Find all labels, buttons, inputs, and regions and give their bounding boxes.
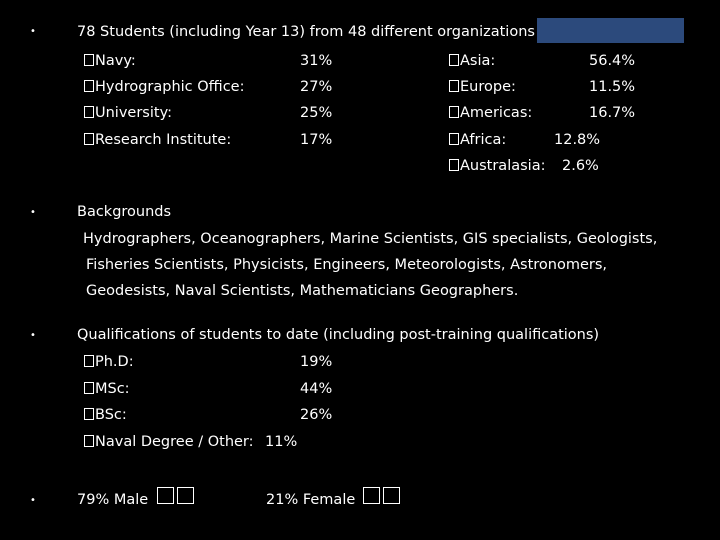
qualification-value: 26% [300, 407, 333, 423]
qualification-label: Naval Degree / Other: [84, 433, 254, 451]
male-symbol-icons [157, 487, 197, 507]
female-icon [363, 487, 380, 504]
region-label: Africa: [449, 131, 506, 149]
checkbox-icon [449, 54, 459, 66]
org-type-value: 17% [300, 132, 333, 148]
checkbox-icon [449, 133, 459, 145]
region-label: Australasia: [449, 157, 545, 175]
male-icon [177, 487, 194, 504]
checkbox-icon [84, 54, 94, 66]
checkbox-icon [84, 408, 94, 420]
checkbox-icon [84, 382, 94, 394]
region-value: 16.7% [589, 105, 636, 121]
students-heading: 78 Students (including Year 13) from 48 different organizations [77, 24, 535, 40]
backgrounds-heading: Backgrounds [77, 204, 172, 220]
bullet-icon: • [30, 26, 36, 37]
checkbox-icon [84, 355, 94, 367]
checkbox-icon [449, 159, 459, 171]
backgrounds-line: Geodesists, Naval Scientists, Mathematicians Geographers. [86, 283, 519, 299]
region-value: 11.5% [589, 79, 636, 95]
region-value: 56.4% [589, 53, 636, 69]
org-type-label: Hydrographic Office: [84, 78, 244, 96]
checkbox-icon [449, 80, 459, 92]
checkbox-icon [449, 106, 459, 118]
qualification-value: 11% [265, 434, 298, 450]
male-icon [157, 487, 174, 504]
org-type-value: 27% [300, 79, 333, 95]
bullet-icon: • [30, 495, 36, 506]
region-label: Europe: [449, 78, 516, 96]
org-type-value: 31% [300, 53, 333, 69]
male-percentage: 79% Male [77, 492, 149, 508]
qualification-value: 44% [300, 381, 333, 397]
qualification-label: MSc: [84, 380, 130, 398]
checkbox-icon [84, 435, 94, 447]
checkbox-icon [84, 106, 94, 118]
bullet-icon: • [30, 207, 36, 218]
bullet-icon: • [30, 330, 36, 341]
qualification-label: BSc: [84, 406, 127, 424]
female-symbol-icons [363, 487, 403, 507]
qualification-value: 19% [300, 354, 333, 370]
org-type-label: University: [84, 104, 172, 122]
qualification-label: Ph.D: [84, 353, 134, 371]
org-type-label: Navy: [84, 52, 136, 70]
female-percentage: 21% Female [266, 492, 356, 508]
region-label: Asia: [449, 52, 495, 70]
qualifications-heading: Qualifications of students to date (including post-training qualifications) [77, 327, 600, 343]
org-type-label: Research Institute: [84, 131, 231, 149]
backgrounds-line: Fisheries Scientists, Physicists, Engineers, Meteorologists, Astronomers, [86, 257, 608, 273]
checkbox-icon [84, 80, 94, 92]
female-icon [383, 487, 400, 504]
org-type-value: 25% [300, 105, 333, 121]
region-value: 2.6% [562, 158, 599, 174]
checkbox-icon [84, 133, 94, 145]
accent-bar [537, 18, 684, 43]
region-value: 12.8% [554, 132, 601, 148]
region-label: Americas: [449, 104, 532, 122]
backgrounds-line: Hydrographers, Oceanographers, Marine Scientists, GIS specialists, Geologists, [83, 231, 658, 247]
